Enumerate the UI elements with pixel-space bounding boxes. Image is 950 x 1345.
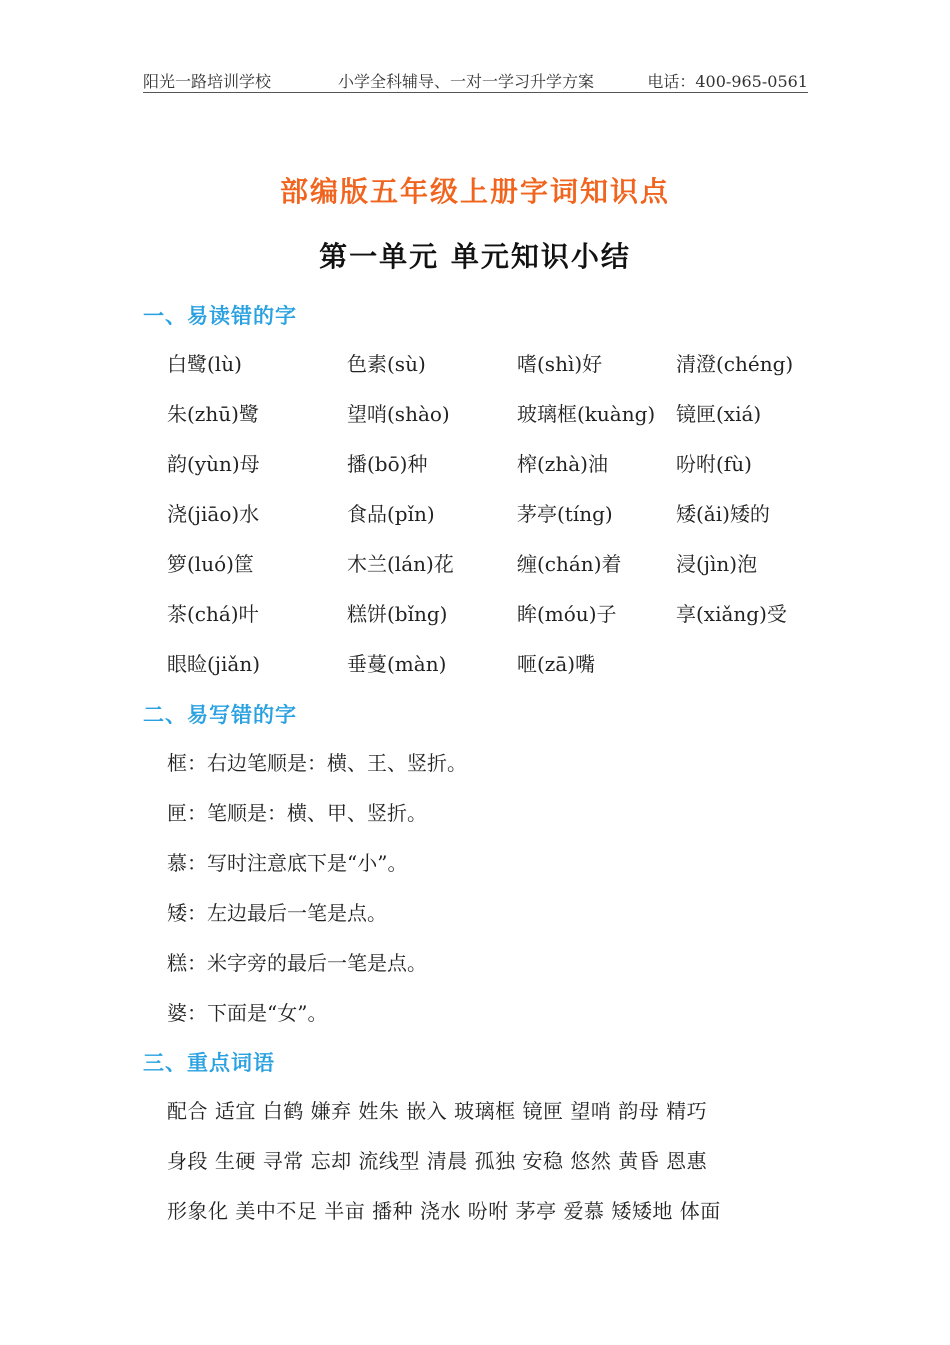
section-heading-miswrite: 二、易写错的字 [143, 703, 297, 727]
misread-word: 咂(zā)嘴 [517, 652, 596, 676]
keyword-list [167, 1092, 827, 1242]
misread-word: 白鹭(lù) [167, 352, 242, 376]
page-header [143, 66, 808, 93]
header-phone: 电话：400-965-0561 [647, 72, 808, 91]
document-title: 部编版五年级上册字词知识点 [279, 175, 670, 208]
misread-word: 韵(yùn)母 [167, 452, 260, 476]
misread-word: 缠(chán)着 [517, 552, 622, 576]
miswrite-note: 匣：笔顺是：横、甲、竖折。 [167, 801, 427, 825]
miswrite-note: 糕：米字旁的最后一笔是点。 [167, 951, 427, 975]
misread-word: 糕饼(bǐng) [347, 602, 448, 626]
misread-word: 镜匣(xiá) [676, 402, 762, 426]
keyword-line: 形象化 美中不足 半亩 播种 浇水 吩咐 茅亭 爱慕 矮矮地 体面 [167, 1199, 721, 1223]
misread-word: 眼睑(jiǎn) [167, 652, 261, 676]
misread-word: 箩(luó)筐 [167, 552, 254, 576]
misread-word: 朱(zhū)鹭 [167, 402, 259, 426]
keyword-line: 身段 生硬 寻常 忘却 流线型 清晨 孤独 安稳 悠然 黄昏 恩惠 [167, 1149, 708, 1173]
misread-word: 木兰(lán)花 [347, 552, 454, 576]
misread-word: 玻璃框(kuàng) [517, 402, 656, 426]
misread-word: 嗜(shì)好 [517, 352, 603, 376]
miswrite-notes-list [167, 744, 467, 1044]
miswrite-note: 婆：下面是“女”。 [167, 1001, 328, 1025]
misread-word: 榨(zhà)油 [517, 452, 608, 476]
misread-word: 播(bō)种 [347, 452, 428, 476]
misread-word: 吩咐(fù) [676, 452, 752, 476]
header-school-name: 阳光一路培训学校 [143, 72, 272, 91]
misread-word: 享(xiǎng)受 [676, 602, 787, 626]
misread-word: 垂蔓(màn) [347, 652, 447, 676]
misread-word: 望哨(shào) [347, 402, 450, 426]
section-heading-keywords: 三、重点词语 [143, 1051, 275, 1075]
misread-word: 矮(ǎi)矮的 [676, 502, 770, 526]
misread-word: 色素(sù) [347, 352, 426, 376]
keyword-line: 配合 适宜 白鹤 嫌弃 姓朱 嵌入 玻璃框 镜匣 望哨 韵母 精巧 [167, 1099, 708, 1123]
misread-word: 茅亭(tíng) [517, 502, 613, 526]
miswrite-note: 框：右边笔顺是：横、王、竖折。 [167, 751, 467, 775]
misread-word: 食品(pǐn) [347, 502, 435, 526]
header-slogan: 小学全科辅导、一对一学习升学方案 [338, 72, 595, 91]
misread-word-grid [167, 345, 827, 695]
unit-subtitle: 第一单元 单元知识小结 [319, 240, 631, 273]
miswrite-note: 慕：写时注意底下是“小”。 [167, 851, 408, 875]
misread-word: 清澄(chéng) [676, 352, 794, 376]
misread-word: 浇(jiāo)水 [167, 502, 260, 526]
misread-word: 茶(chá)叶 [167, 602, 259, 626]
section-heading-misread: 一、易读错的字 [143, 304, 297, 328]
misread-word: 浸(jìn)泡 [676, 552, 758, 576]
miswrite-note: 矮：左边最后一笔是点。 [167, 901, 387, 925]
misread-word: 眸(móu)子 [517, 602, 617, 626]
